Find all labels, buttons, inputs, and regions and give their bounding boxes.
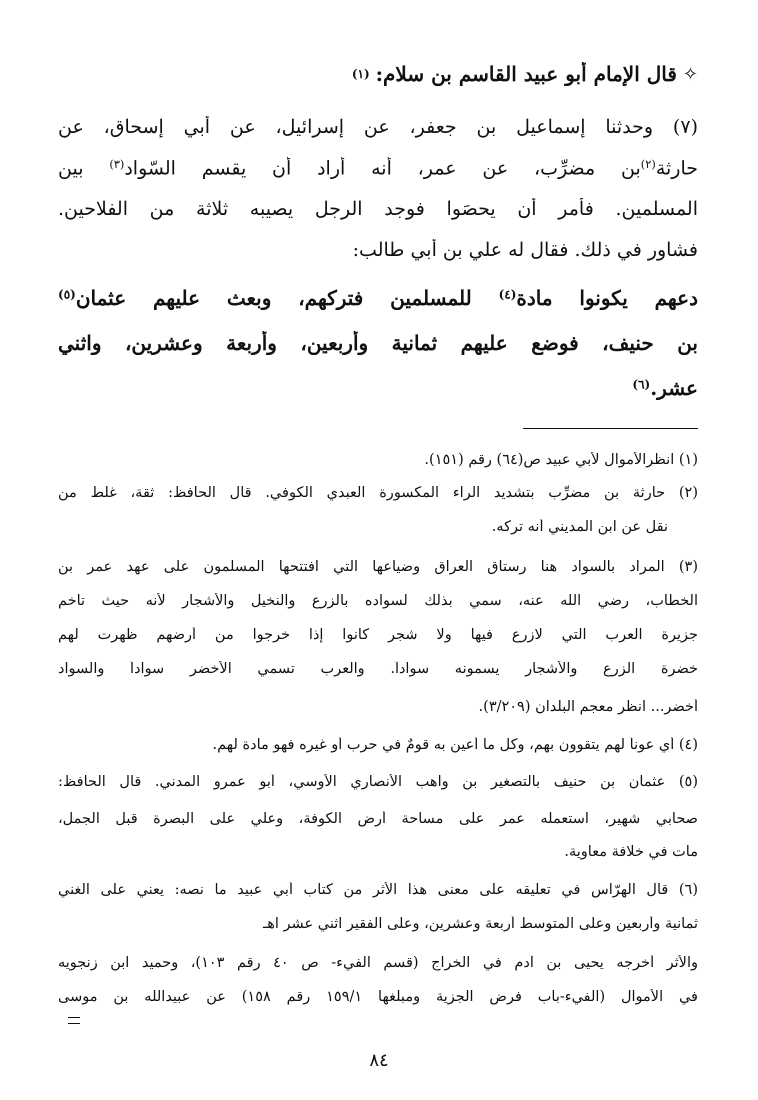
- footnote-line: والأثر أخرجه يحيى بن آدم في الخراج (قسم الفيء- ص ٤٠ رقم ١٠٣)، وحميد ابن زنجويه: [58, 955, 698, 971]
- footnote-line: مات في خلافة معاوية.: [564, 844, 698, 860]
- page-number: ٨٤: [369, 1050, 389, 1071]
- footnote-line: صحابي شهير، استعمله عمر على مساحة أرض الكوفة، وعلي على البصرة قبل الجمل،: [58, 811, 698, 827]
- footnote-ref: (٥): [58, 287, 76, 302]
- footnote-line: نقل عن ابن المديني أنه تركه.: [491, 519, 668, 535]
- footnote-line: في الأموال (الفيء-باب فرض الجزية ومبلغها ١٥٩/١ رقم ١٥٨) عن عبيدالله بن موسى: [58, 989, 698, 1005]
- footnote-line: (٣) المراد بالسواد هنا رستاق العراق وضياعها التي افتتحها المسلمون على عهد عمر بن: [58, 559, 698, 575]
- footnote-ref: (٣): [109, 157, 125, 171]
- quote-line: بن حنيف، فوضع عليهم ثمانية وأربعين، وأربعة وعشرين، واثني: [58, 331, 698, 355]
- footnote-line: (١) انظرالأموال لأبي عبيد ص(٦٤) رقم (١٥١).: [424, 452, 698, 468]
- heading-text: قال الإمام أبو عبيد القاسم بن سلام:: [375, 62, 677, 86]
- footnote-line: الخطاب، رضي الله عنه، سمي بذلك لسواده بالزرع والنخيل والأشجار لأنه حيث تاخم: [58, 593, 698, 609]
- footnote-separator: [523, 428, 698, 429]
- footnote-ref: (٦): [632, 377, 651, 392]
- continuation-mark-icon: [68, 1017, 80, 1024]
- footnote-line: ثمانية وأربعين وعلى المتوسط أربعة وعشرين، وعلى الفقير اثني عشر اهـ: [263, 916, 698, 932]
- diamond-bullet-icon: ✧: [682, 63, 698, 85]
- quote-line: [58, 376, 698, 400]
- quote-line: [58, 286, 698, 310]
- section-heading: [58, 62, 698, 86]
- footnote-line: (٦) قال الهرّاس في تعليقه على معنى هذا الأثر من كتاب أبي عبيد ما نصه: يعني على الغني: [58, 882, 698, 898]
- text-span: بين: [58, 157, 110, 180]
- footnote-ref: (١): [351, 67, 370, 81]
- paragraph-line: (٧) وحدثنا إسماعيل بن جعفر، عن إسرائيل، عن أبي إسحاق، عن: [58, 116, 698, 138]
- footnote-line: أخضر... انظر معجم البلدان (٣/٢٠٩).: [478, 699, 698, 715]
- footnote-line: (٥) عثمان بن حنيف بالتصغير بن واهب الأنصاري الأوسي، أبو عمرو المدني. قال الحافظ:: [58, 774, 698, 790]
- footnote-ref: (٤): [498, 287, 517, 302]
- footnote-ref: (٢): [640, 157, 656, 171]
- paragraph-line: فشاور في ذلك. فقال له علي بن أبي طالب:: [352, 239, 698, 261]
- text-span: عشر.: [650, 376, 698, 400]
- footnote-line: جزيرة العرب التي لازرع فيها ولا شجر كانوا إذا خرجوا من أرضهم ظهرت لهم: [58, 627, 698, 643]
- paragraph-line: [58, 157, 698, 179]
- footnote-line: (٢) حارثة بن مضرِّب بتشديد الراء المكسورة العبدي الكوفي. قال الحافظ: ثقة، غلط من: [58, 485, 698, 501]
- text-span: دعهم يكونوا مادة: [516, 286, 698, 310]
- text-span: بن مضرِّب، عن عمر، أنه أراد أن يقسم السّواد: [124, 157, 641, 180]
- paragraph-line: المسلمين. فأمر أن يحصَوا فوجد الرجل يصيبه ثلاثة من الفلاحين.: [58, 198, 698, 220]
- footnote-line: خضرة الزرع والأشجار يسمونه سواداً. والعرب تسمي الأخضر سواداً والسواد: [58, 661, 698, 677]
- text-span: للمسلمين فتركهم، وبعث عليهم عثمان: [75, 286, 499, 310]
- text-span: حارثة: [655, 157, 698, 180]
- footnote-line: (٤) أي عوناً لهم يتقوون بهم، وكل ما أُعين به قومٌ في حرب أو غيره فهو مادة لهم.: [212, 737, 698, 753]
